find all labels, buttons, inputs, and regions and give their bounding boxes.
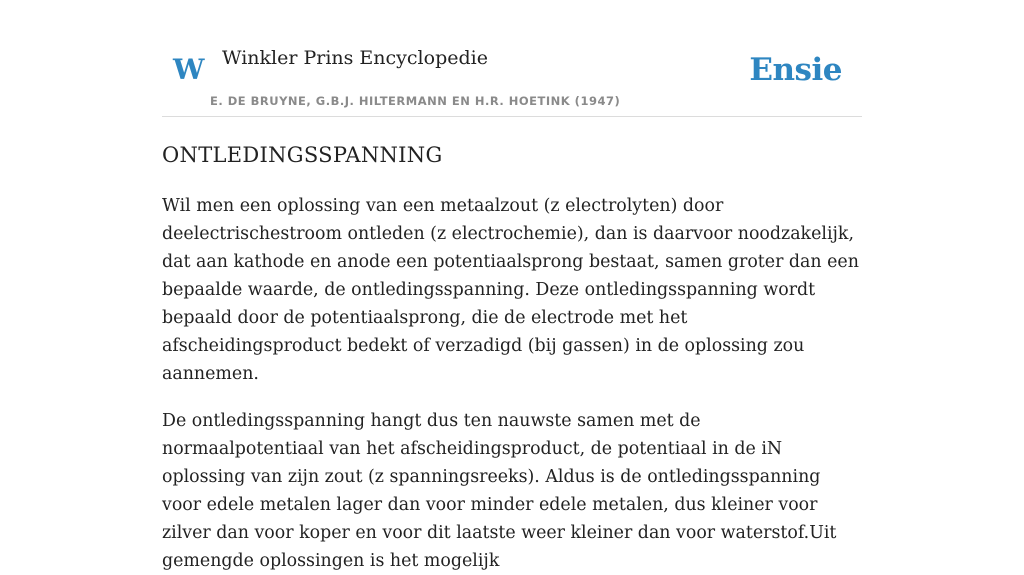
source-title[interactable]: Winkler Prins Encyclopedie (222, 47, 488, 69)
ensie-brand-logo[interactable]: Ensie (749, 52, 842, 88)
source-authors: E. DE BRUYNE, G.B.J. HILTERMANN EN H.R. HOETINK (1947) (210, 94, 621, 108)
winkler-prins-logo[interactable]: W (173, 53, 205, 86)
entry-title: ONTLEDINGSSPANNING (162, 143, 443, 167)
header (162, 0, 862, 117)
entry-paragraph: Wil men een oplossing van een metaalzout (z electrolyten) door deelectrischestroom ontleden (z electrochemie), dan is daarvoor noodzakelijk, dat aan kathode en anode een potentiaalsprong bestaat, samen groter dan een bepaalde waarde, de ontledingsspanning. Deze ontledingsspanning wordt bepaald door de potentiaalsprong, die de electrode met het afscheidingsproduct bedekt of verzadigd (bij gassen) in de oplossing zou aannemen. (162, 196, 859, 384)
entry-paragraph: De ontledingsspanning hangt dus ten nauwste samen met de normaalpotentiaal van het afscheidingsproduct, de potentiaal in de iN oplossing van zijn zout (z spanningsreeks). Aldus is de ontledingsspanning voor edele metalen lager dan voor minder edele metalen, dus kleiner voor zilver dan voor koper en voor dit laatste weer kleiner dan voor waterstof.Uit gemengde oplossingen is het mogelijk (162, 411, 837, 571)
article (162, 136, 862, 575)
